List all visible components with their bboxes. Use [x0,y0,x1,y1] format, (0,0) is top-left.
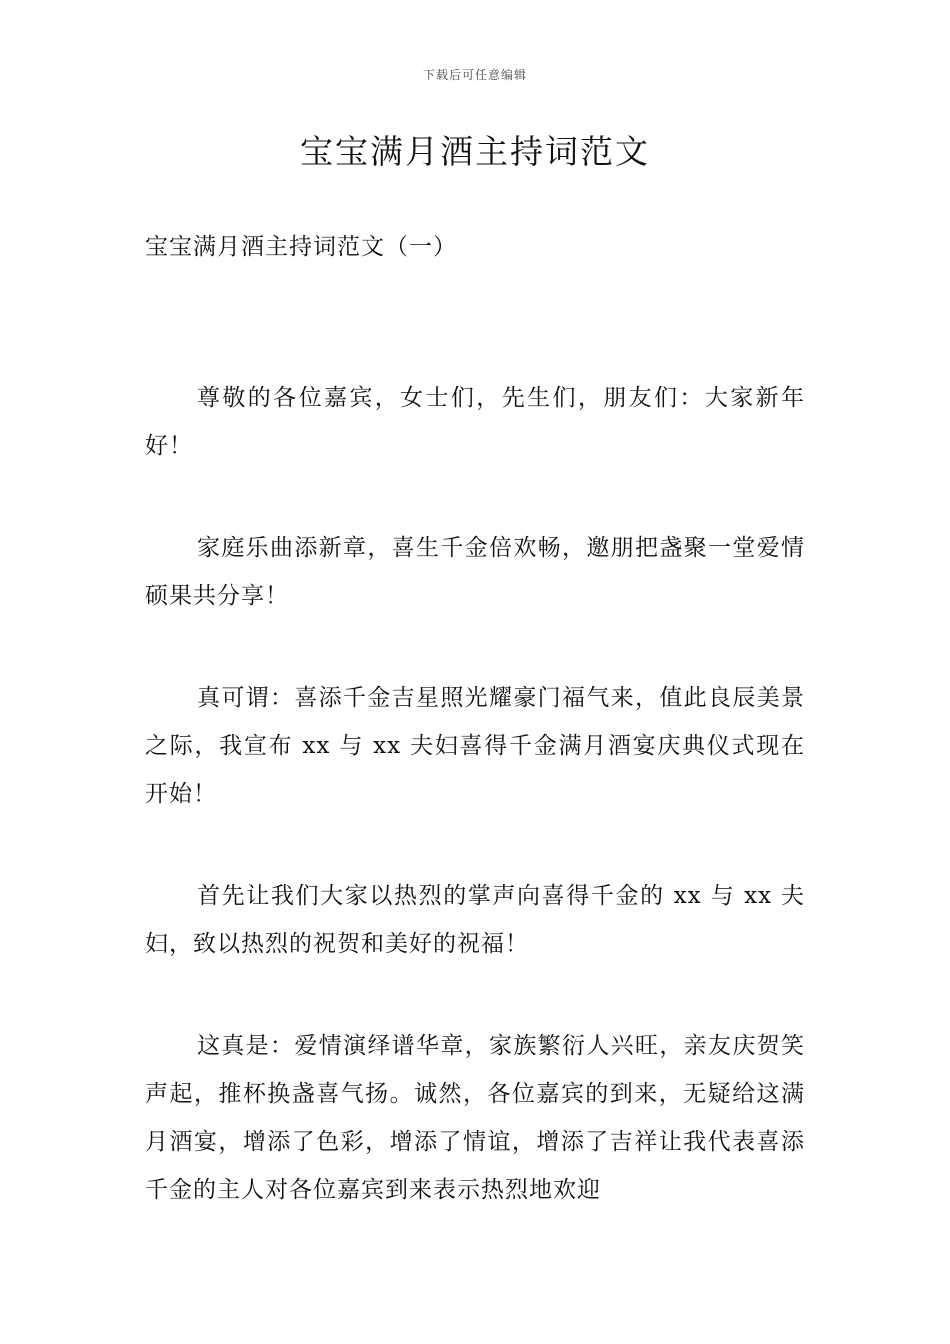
section-heading: 宝宝满月酒主持词范文（一） [145,234,457,260]
document-body [145,374,805,1268]
paragraph-welcome: 这真是：爱情演绎谱华章，家族繁衍人兴旺，亲友庆贺笑声起，推杯换盏喜气扬。诚然，各位嘉宾的到来，无疑给这满月酒宴，增添了色彩，增添了情谊，增添了吉祥让我代表喜添千金的主人对各位嘉宾到来表示热烈地欢迎 [145,1033,805,1203]
document-title: 宝宝满月酒主持词范文 [300,132,650,171]
header-note: 下载后可任意编辑 [422,68,527,82]
paragraph-announcement: 真可谓：喜添千金吉星照光耀豪门福气来，值此良辰美景之际，我宣布 xx 与 xx 夫妇喜得千金满月酒宴庆典仪式现在开始！ [145,685,805,807]
paragraph-family: 家庭乐曲添新章，喜生千金倍欢畅，邀朋把盏聚一堂爱情硕果共分享！ [145,535,805,609]
paragraph-applause: 首先让我们大家以热烈的掌声向喜得千金的 xx 与 xx 夫妇，致以热烈的祝贺和美好的祝福！ [145,883,805,957]
paragraph-greeting: 尊敬的各位嘉宾，女士们，先生们，朋友们：大家新年好！ [145,385,805,459]
